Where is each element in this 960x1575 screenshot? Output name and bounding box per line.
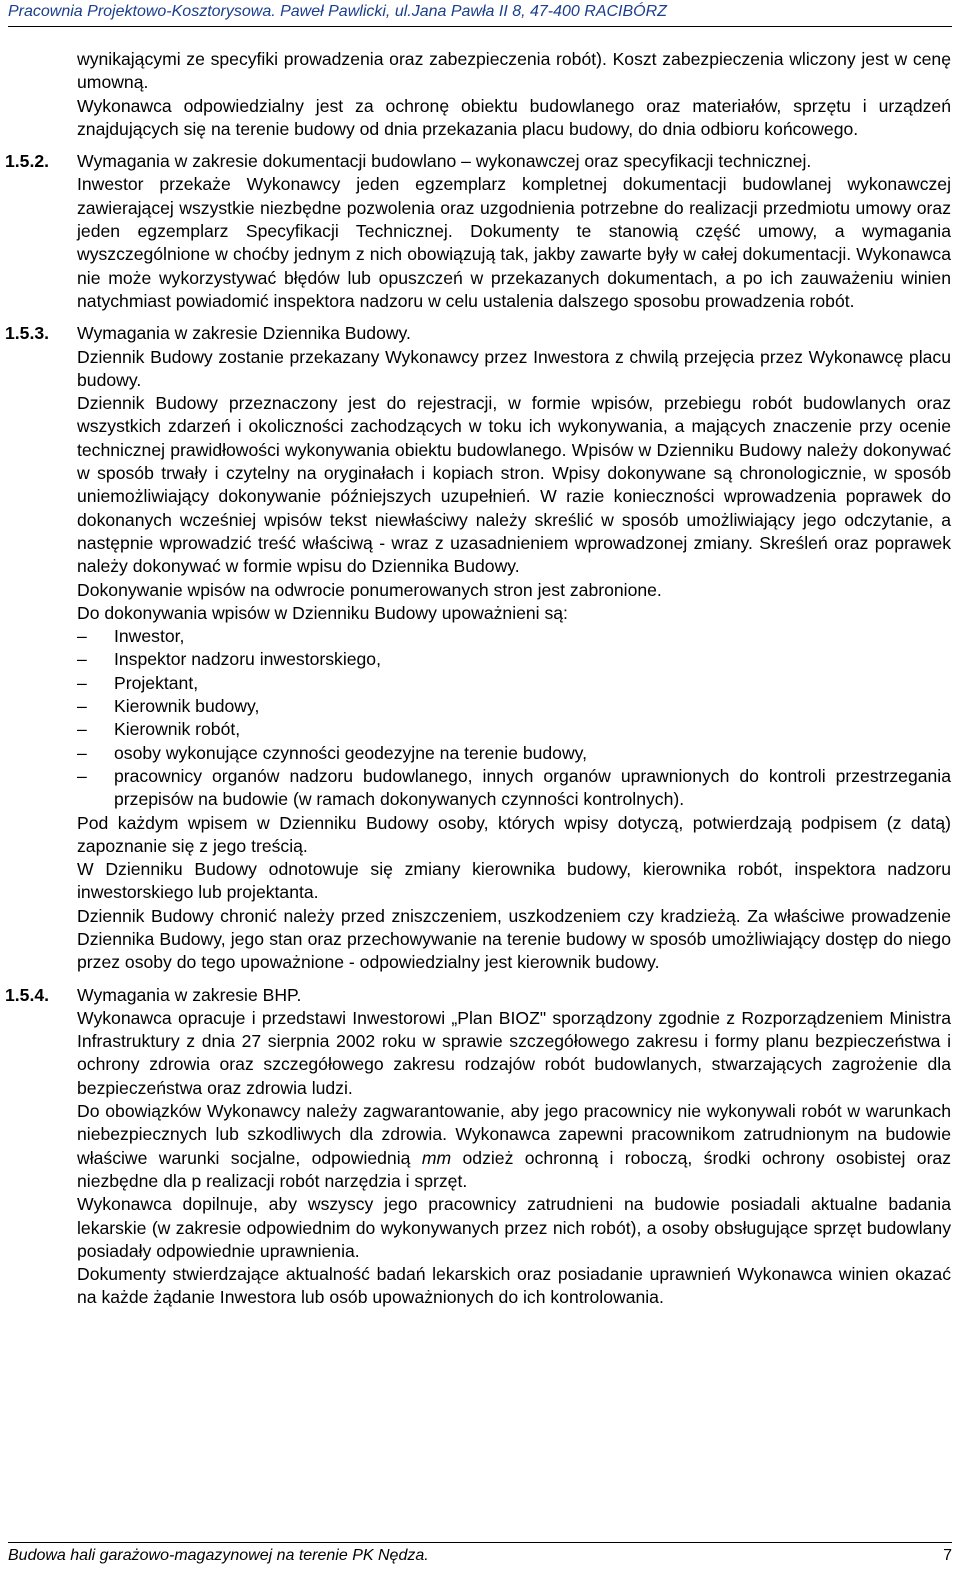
section-title: Wymagania w zakresie BHP. xyxy=(77,984,302,1005)
paragraph: W Dzienniku Budowy odnotowuje się zmiany kierownika budowy, kierownika robót, inspektora nadzoru inwestorskiego lub projektanta. xyxy=(77,859,951,903)
dash-bullet: – xyxy=(77,649,87,670)
paragraph: Wykonawca opracuje i przedstawi Inwestorowi „Plan BIOZ" sporządzony zgodnie z Rozporządzeniem Ministra Infrastruktury z dnia 27 sierpnia 2002 roku w sprawie szczegółowego zakresu i formy planu bezpieczeństwa i ochrony zdrowia oraz szczegółowego zakresu rodzajów robót budowlanych, stwarzających zagrożenie dla bezpieczeństwa oraz zdrowia ludzi. xyxy=(77,1007,951,1098)
section-heading-1-5-3 xyxy=(5,322,951,345)
list-item: – osoby wykonujące czynności geodezyjne na terenie budowy, xyxy=(77,742,951,765)
section-number: 1.5.4. xyxy=(5,984,50,1005)
paragraph: Dziennik Budowy przeznaczony jest do rejestracji, w formie wpisów, przebiegu robót budowlanych oraz wszystkich zdarzeń i okoliczności zachodzących w toku ich wykonywania, a mających znaczenie przy ocenie technicznej prawidłowości wykonywania obiektu budowlanego. Wpisów w Dzienniku Budowy należy dokonywać w sposób trwały i czytelny na oryginałach i kopiach stron. Wpisy dokonywane są chronologicznie, w sposób uniemożliwiający dokonywanie późniejszych uzupełnień. W razie konieczności wprowadzenia poprawek do dokonanych wcześniej wpisów tekst niewłaściwy należy skreślić w sposób umożliwiający jego odczytanie, a następnie wprowadzić treść właściwą - wraz z uzasadnieniem wprowadzonej zmiany. Skreśleń oraz poprawek należy dokonywać w formie wpisu do Dziennika Budowy. xyxy=(77,393,951,577)
section-number: 1.5.2. xyxy=(5,151,50,172)
dash-bullet: – xyxy=(77,626,87,647)
dash-bullet: – xyxy=(77,742,87,763)
section-number: 1.5.3. xyxy=(5,323,50,344)
paragraph: Dokumenty stwierdzające aktualność badań lekarskich oraz posiadanie uprawnień Wykonawca winien okazać na każde żądanie Inwestora lub osób upoważnionych do ich kontrolowania. xyxy=(77,1264,951,1308)
paragraph: Dziennik Budowy zostanie przekazany Wykonawcy przez Inwestora z chwilą przejęcia przez Wykonawcę placu budowy. xyxy=(77,346,951,390)
paragraph: Do dokonywania wpisów w Dzienniku Budowy upoważnieni są: xyxy=(77,602,568,623)
footer-text: Budowa hali garażowo-magazynowej na terenie PK Nędza. xyxy=(8,1547,429,1564)
paragraph: Pod każdym wpisem w Dzienniku Budowy osoby, których wpisy dotyczą, potwierdzają podpisem (z datą) zapoznanie się z jego treścią. xyxy=(77,812,951,856)
list-item: – Kierownik robót, xyxy=(77,718,951,741)
paragraph: Dokonywanie wpisów na odwrocie ponumerowanych stron jest zabronione. xyxy=(77,579,662,600)
page-header xyxy=(8,0,952,30)
section-title: Wymagania w zakresie Dziennika Budowy. xyxy=(77,323,411,344)
list-item: – Kierownik budowy, xyxy=(77,695,951,718)
header-rule xyxy=(8,26,952,27)
section-heading-1-5-2 xyxy=(5,150,951,173)
paragraph: Dziennik Budowy chronić należy przed zniszczeniem, uszkodzeniem czy kradzieżą. Za właściwe prowadzenie Dziennika Budowy, jego stan oraz przechowywanie na terenie budowy w sposób umożliwiający dostęp do niego przez osoby do tego upoważnione - odpowiedzialny jest kierownik budowy. xyxy=(77,905,951,973)
page-number: 7 xyxy=(943,1547,952,1564)
document-body xyxy=(5,48,952,1310)
dash-bullet: – xyxy=(77,765,87,786)
paragraph: Inwestor przekaże Wykonawcy jeden egzemplarz kompletnej dokumentacji budowlanej wykonawczej zawierającej wszystkie niezbędne pozwolenia oraz uzgodnienia potrzebne do realizacji przedmiotu umowy oraz jeden egzemplarz Specyfikacji Technicznej. Dokumenty te stanowią część umowy, a wymagania wyszczególnione w choćby jednym z nich obowiązują tak, jakby zawarte były w całej dokumentacji. Wykonawca nie może wykorzystywać błędów lub opuszczeń w przekazanych dokumentach, a po ich zauważeniu winien natychmiast powiadomić inspektora nadzoru w celu ustalenia dalszego sposobu prowadzenia robót. xyxy=(77,174,951,311)
list-item: – Inwestor, xyxy=(77,625,951,648)
section-title: Wymagania w zakresie dokumentacji budowlano – wykonawczej oraz specyfikacji technicznej. xyxy=(77,151,812,172)
authorized-persons-list xyxy=(77,625,951,811)
dash-bullet: – xyxy=(77,672,87,693)
dash-bullet: – xyxy=(77,719,87,740)
page-footer xyxy=(8,1542,952,1572)
paragraph: Do obowiązków Wykonawcy należy zagwarantowanie, aby jego pracownicy nie wykonywali robót w warunkach niebezpiecznych lub szkodliwych dla zdrowia. Wykonawca zapewni pracownikom zatrudnionym na budowie właściwe warunki socjalne, odpowiednią mm odzież ochronną i roboczą, środki ochrony osobistej oraz niezbędne dla p realizacji robót narzędzia i sprzęt. xyxy=(77,1101,952,1191)
paragraph: Wykonawca dopilnuje, aby wszyscy jego pracownicy zatrudnieni na budowie posiadali aktualne badania lekarskie (w zakresie odpowiednim do wykonywanych przez nich robót), a osoby obsługujące sprzęt budowlany posiadały odpowiednie uprawnienia. xyxy=(77,1194,951,1261)
list-item: – pracownicy organów nadzoru budowlanego, innych organów uprawnionych do kontroli przestrzegania przepisów na budowie (w ramach dokonywanych czynności kontrolnych). xyxy=(77,765,951,810)
list-item: – Projektant, xyxy=(77,672,951,695)
header-text: Pracownia Projektowo-Kosztorysowa. Paweł Pawlicki, ul.Jana Pawła II 8, 47-400 RACIBÓRZ xyxy=(8,3,667,20)
section-heading-1-5-4 xyxy=(5,984,951,1007)
footer-rule xyxy=(8,1542,952,1543)
list-item: – Inspektor nadzoru inwestorskiego, xyxy=(77,648,951,671)
intro-paragraph-2: Wykonawca odpowiedzialny jest za ochronę obiektu budowlanego oraz materiałów, sprzętu i urządzeń znajdujących się na terenie budowy od dnia przekazania placu budowy, do dnia odbioru końcowego. xyxy=(77,95,951,139)
intro-paragraph-1: wynikającymi ze specyfiki prowadzenia oraz zabezpieczenia robót). Koszt zabezpieczenia wliczony jest w cenę umowną. xyxy=(77,49,951,93)
dash-bullet: – xyxy=(77,696,87,717)
